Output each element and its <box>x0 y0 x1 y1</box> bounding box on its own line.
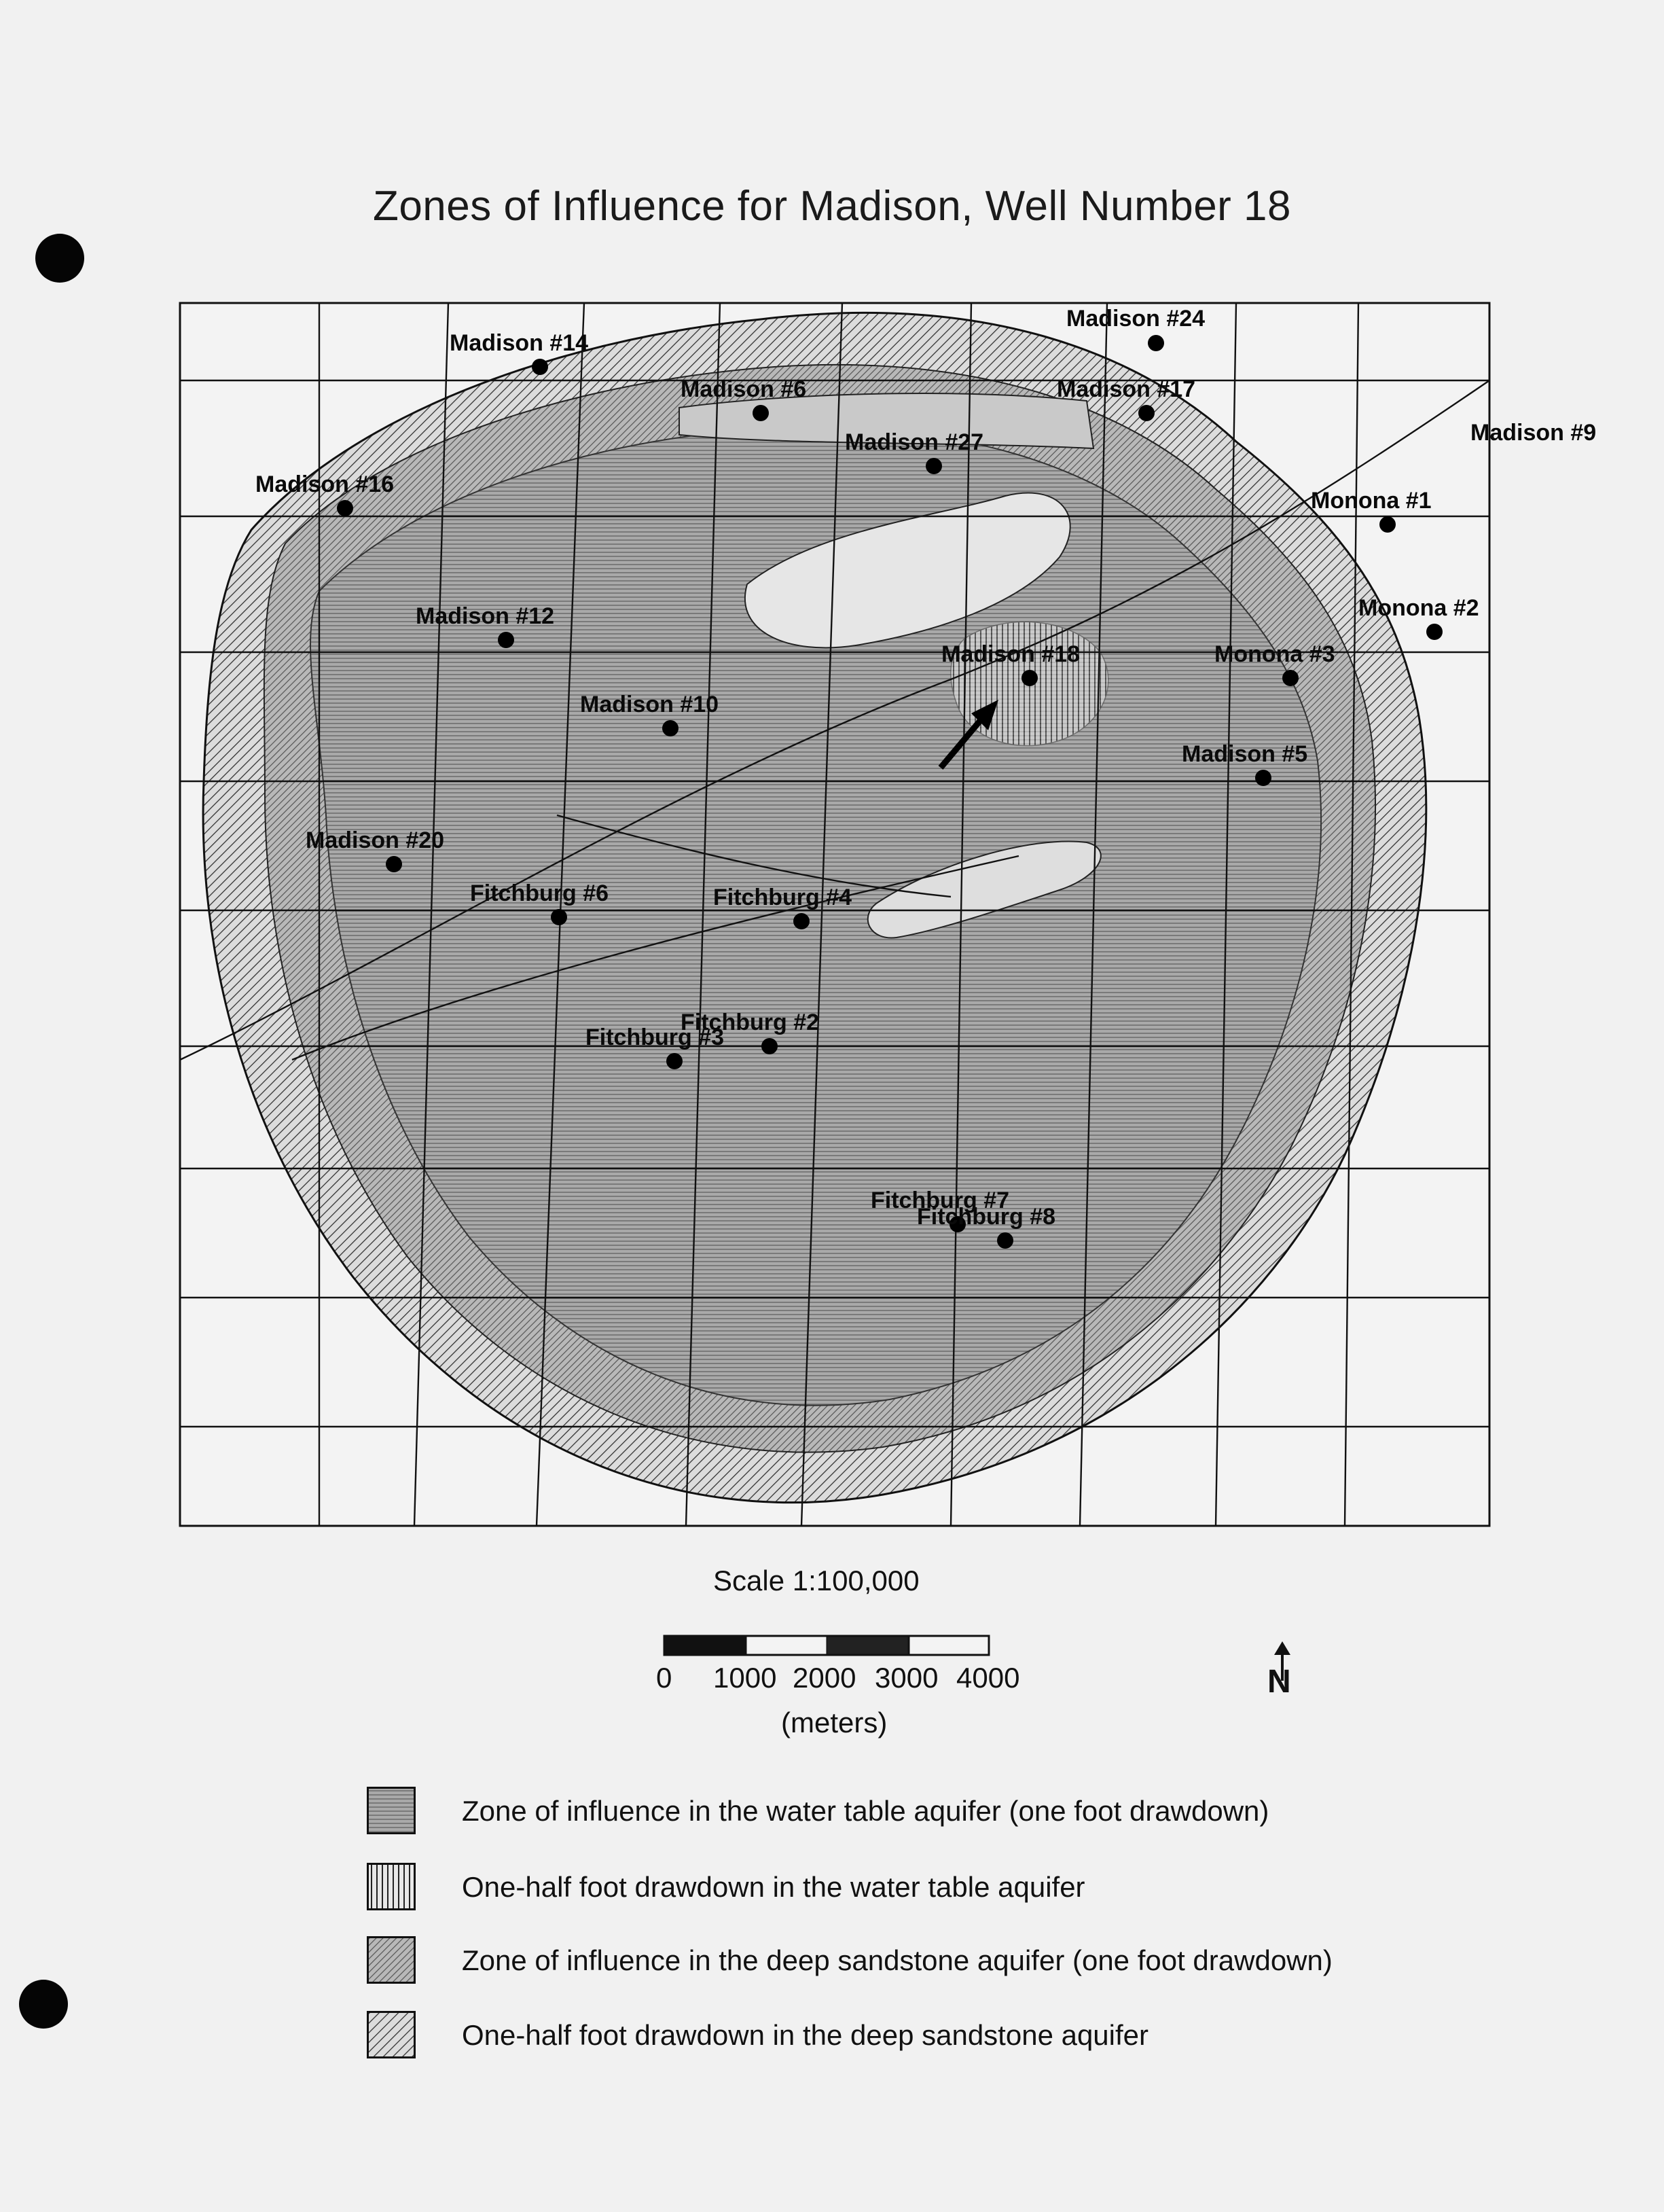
well-marker <box>1255 770 1271 786</box>
well-label: Madison #17 <box>1057 376 1196 402</box>
legend-item-water-table-half-foot <box>367 1863 1453 1910</box>
well-label: Monona #3 <box>1214 641 1335 667</box>
scale-title: Scale 1:100,000 <box>713 1565 920 1596</box>
well-marker <box>532 359 548 375</box>
legend-swatch-horizontal <box>367 1787 416 1834</box>
well-marker <box>662 720 679 736</box>
well-label: Monona #1 <box>1311 488 1432 514</box>
legend-item-deep-sandstone-half-foot <box>367 2011 1453 2058</box>
well-label: Fitchburg #4 <box>713 885 852 910</box>
well-label: Madison #9 <box>1470 420 1597 446</box>
well-marker <box>1426 624 1443 640</box>
scale-units: (meters) <box>781 1707 888 1738</box>
well-label: Madison #24 <box>1066 306 1206 332</box>
well-label: Madison #20 <box>306 827 445 853</box>
well-label: Madison #6 <box>681 376 807 402</box>
map-title: Zones of Influence for Madison, Well Number 18 <box>372 183 1292 230</box>
well-marker <box>337 500 353 516</box>
well-madison-9 <box>1470 420 1596 446</box>
well-label: Fitchburg #7 <box>871 1188 1010 1213</box>
well-marker <box>498 632 514 648</box>
legend-label: Zone of influence in the deep sandstone aquifer (one foot drawdown) <box>462 1944 1333 1976</box>
well-label: Fitchburg #8 <box>917 1204 1056 1230</box>
well-marker <box>1021 670 1038 686</box>
legend-label: One-half foot drawdown in the deep sandstone aquifer <box>462 2019 1149 2051</box>
scale-tick-1000: 1000 <box>713 1662 777 1694</box>
well-label: Madison #27 <box>845 429 984 455</box>
well-label: Fitchburg #3 <box>585 1024 725 1050</box>
well-marker <box>793 913 810 929</box>
legend-item-water-table-one-foot <box>367 1787 1453 1834</box>
north-label: N <box>1267 1664 1291 1700</box>
scale-tick-0: 0 <box>656 1662 672 1694</box>
legend-swatch-coarse-diagonal <box>367 2011 416 2058</box>
well-marker <box>997 1232 1013 1249</box>
legend-label: Zone of influence in the water table aquifer (one foot drawdown) <box>462 1795 1269 1827</box>
scale-tick-4000: 4000 <box>956 1662 1020 1694</box>
legend-item-deep-sandstone-one-foot <box>367 1936 1453 1984</box>
well-label: Madison #5 <box>1182 741 1308 767</box>
well-label: Fitchburg #6 <box>470 880 609 906</box>
well-marker <box>1138 405 1155 421</box>
well-marker <box>551 909 567 925</box>
well-label: Madison #18 <box>941 641 1081 667</box>
well-marker <box>926 458 942 474</box>
well-marker <box>761 1038 778 1054</box>
well-marker <box>1282 670 1299 686</box>
well-label: Madison #14 <box>450 330 589 356</box>
well-label: Madison #16 <box>255 471 395 497</box>
well-label: Fitchburg #2 <box>681 1010 820 1035</box>
legend-swatch-vertical <box>367 1863 416 1910</box>
well-marker <box>753 405 769 421</box>
well-label: Monona #2 <box>1358 595 1479 621</box>
well-label: Madison #10 <box>580 692 719 717</box>
well-marker <box>1379 516 1396 533</box>
well-marker <box>1148 335 1164 351</box>
legend-label: One-half foot drawdown in the water table aquifer <box>462 1871 1085 1903</box>
well-marker <box>666 1053 683 1069</box>
scale-tick-3000: 3000 <box>875 1662 939 1694</box>
well-marker <box>386 856 402 872</box>
well-label: Madison #12 <box>416 603 555 629</box>
scale-tick-2000: 2000 <box>793 1662 856 1694</box>
legend-swatch-fine-diagonal <box>367 1936 416 1984</box>
